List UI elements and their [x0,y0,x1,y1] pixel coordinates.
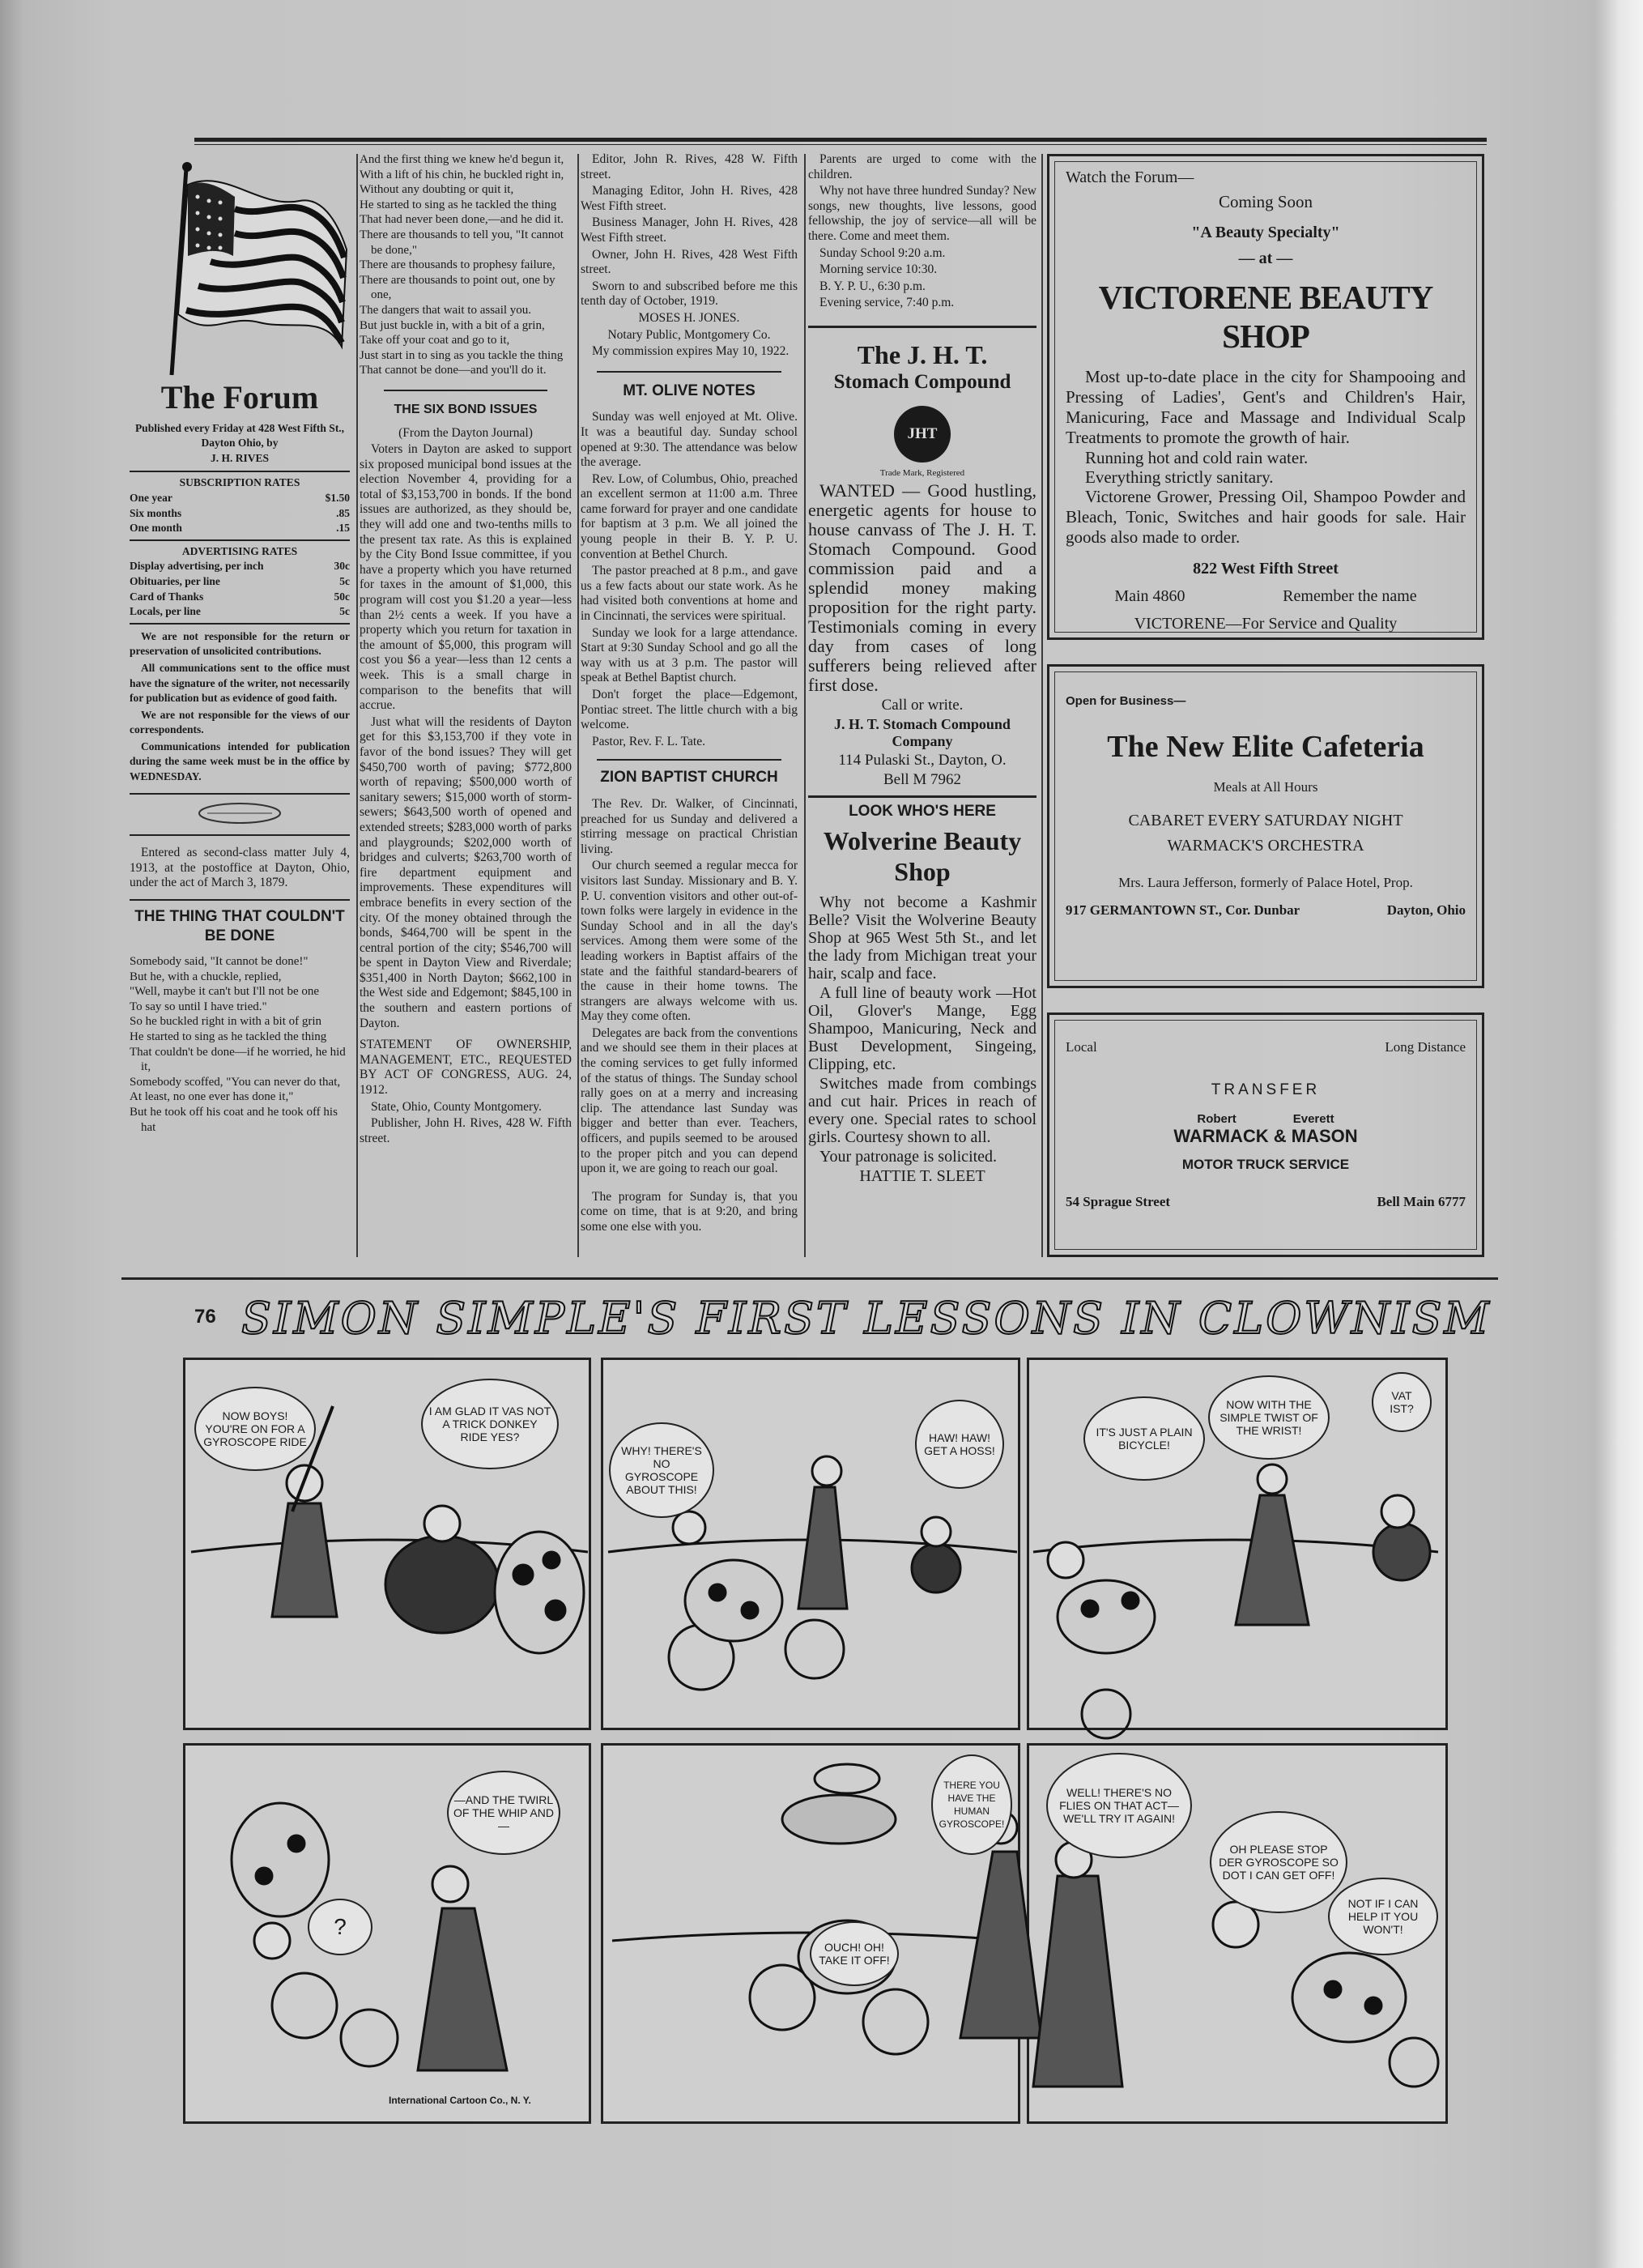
poem-line: That had never been done,—and he did it. [360,213,564,227]
union-label-icon [130,801,350,825]
speech-bubble: WELL! THERE'S NO FLIES ON THAT ACT— WE'LL TRY IT AGAIN! [1046,1753,1192,1858]
rate-row: Display advertising, per inch 30c [130,560,350,573]
poem-lines [130,954,350,1135]
olive-paragraph: Sunday we look for a large attendance. Start at 9:30 Sunday School and go all the way with us at 3 p.m. The pastor will speak at Bethel Baptist church. [581,625,798,685]
poem-line: At least, no one ever has done it," [130,1090,294,1104]
olive-paragraph: Rev. Low, of Columbus, Ohio, preached an excellent sermon at 11:00 a.m. Three came forward for prayer and one candidate for baptism at 3 p.m. We all joined the young people in their B. Y. P. U. convention at Bethel Church. [581,471,798,561]
top-rule-thin [194,144,1487,145]
poem-line: That cannot be done—and you'll do it. [360,364,547,377]
wolverine-paragraph: Why not become a Kashmir Belle? Visit the Wolverine Beauty Shop at 965 West 5th St., and let the lady from Michigan treat your hair, scalp and face. [808,893,1036,983]
speech-bubble: OUCH! OH! TAKE IT OFF! [810,1921,899,1986]
column-divider-1 [356,154,358,1257]
transfer-phone: Bell Main 6777 [1377,1194,1466,1209]
notice: All communications sent to the office must have the signature of the writer, not necessarily for publication but as evidence of good faith. [130,661,350,705]
victorene-phone: Main 4860 [1114,587,1185,605]
jht-title: The J. H. T. [857,339,988,369]
transfer-service: MOTOR TRUCK SERVICE [1181,1157,1350,1172]
poem-line: "Well, maybe it can't but I'll not be one [130,985,320,999]
cafeteria-ad [1047,664,1484,988]
poem-line: There are thousands to tell you, "It cannot be done," [360,228,564,257]
cafeteria-title: The New Elite Cafeteria [1107,730,1424,764]
speech-bubble: VAT IST? [1372,1372,1432,1432]
page-edge [1594,0,1643,2268]
bond-paragraph: Voters in Dayton are asked to support six proposed municipal bond issues at the election November 4, providing for a total of $3,153,700 in bonds. If the bond issues are authorized, as they should be, they will add one and two-tenths mills to the present tax rate. As this is explained by the City Bond Issue committee, if you have a property which you have returned for taxes in the amount of $1,000, this program will cost you $1.20 a year—less than 2½ cents a week. If you have a property which you return for taxation in the amount of $5,000, this program will cost you $6 a year—less than 12 cents a week. This is a small charge in comparison to the benefits that will accrue. [360,442,572,713]
statement-owner: Owner, John H. Rives, 428 West Fifth street. [581,247,798,277]
rate-row: Locals, per line 5c [130,605,350,618]
cafeteria-orchestra: WARMACK'S ORCHESTRA [1167,837,1364,855]
notary-name: MOSES H. JONES. [638,310,740,325]
transfer-long: Long Distance [1385,1039,1466,1055]
olive-title: MT. OLIVE NOTES [623,382,756,399]
jht-address: 114 Pulaski St., Dayton, O. [838,751,1007,769]
wolverine-title: Wolverine Beauty Shop [823,826,1022,887]
invite-paragraph: Why not have three hundred Sunday? New songs, new thoughts, live lessons, good fellowship, the joy of service—all will be there. Come and meet them. [808,184,1036,243]
comic-number: 76 [194,1306,216,1328]
comic-top-rule [121,1277,1498,1280]
jht-subtitle: Stomach Compound [833,370,1011,393]
masthead-column [130,152,350,1262]
comic-title: SIMON SIMPLE'S FIRST LESSONS IN CLOWNISM [241,1293,1492,1344]
rate-row: One year $1.50 [130,491,350,504]
cafeteria-address: 917 GERMANTOWN ST., Cor. Dunbar [1066,902,1300,918]
jht-logo-icon: JHT [894,406,951,463]
zion-paragraph: The program for Sunday is, that you come on time, that is at 9:20, and bring some one else with you. [581,1189,798,1234]
zion-paragraph: The Rev. Dr. Walker, of Cincinnati, preached for us Sunday and delivered a stirring message on practical Christian living. [581,796,798,856]
cafeteria-cabaret: CABARET EVERY SATURDAY NIGHT [1128,812,1403,829]
advertising-heading: ADVERTISING RATES [181,544,298,557]
cafeteria-city: Dayton, Ohio [1386,902,1466,918]
look-heading: LOOK WHO'S HERE [849,802,996,820]
poem-line: The dangers that wait to assail you. [360,303,532,317]
victorene-coming: Coming Soon [1218,192,1313,211]
subscription-heading: SUBSCRIPTION RATES [179,476,300,489]
rate-row: Obituaries, per line 5c [130,574,350,587]
poem-lines-continued [360,152,572,378]
victorene-specialty: "A Beauty Specialty" [1191,224,1340,241]
ads-column [808,152,1036,1262]
zion-paragraph: Our church seemed a regular mecca for visitors last Sunday. Missionary and B. Y. P. U. convention visitors and other out-of-town folks were largely in evidence in the Sunday School and in all the day's services. Among them were some of the leading workers in Baptist affairs of the state and the faithful standard-bearers of the cause in their home towns. The strangers are always welcome with us. May they come often. [581,859,798,1024]
olive-paragraph: Pastor, Rev. F. L. Tate. [592,734,705,748]
statement-business: Business Manager, John H. Rives, 428 West Fifth street. [581,215,798,245]
olive-paragraph: The pastor preached at 8 p.m., and gave us a few facts about our state work. As he had visited both conventions at home and in Cincinnati, the services were spiritual. [581,564,798,624]
poem-line: But just buckle in, with a bit of a grin, [360,318,545,332]
transfer-street: 54 Sprague Street [1066,1194,1171,1209]
parents-paragraph: Parents are urged to come with the children. [808,152,1036,181]
poem-line: So he buckled right in with a bit of grin [130,1015,322,1029]
victorene-watch: Watch the Forum— [1066,168,1194,186]
wolverine-paragraph: A full line of beauty work —Hot Oil, Glover's Mange, Egg Shampoo, Manicuring, Neck and Bust Development, Singeing, Clipping, etc. [808,984,1036,1074]
bond-paragraph: Just what will the residents of Dayton get for this $3,153,700 if they vote in favor of the bond issues? They will get $450,700 worth of paving; $772,800 worth of repaving; $500,000 worth of sanitary sewers; $15,000 worth of storm-sewers; $643,500 worth of opened and extended streets; $283,000 worth of parks and playgrounds; $202,000 worth of bridges and culverts; $263,700 worth of fire department equipment and improvements. These expenditures will embrace benefits in every section of the city. Of the money obtained through the bonds, $464,700 will be spent in the central portion of the city; $546,700 will be spent in Dayton View and Riverdale; $351,400 in North Dayton; $662,100 in the West side and Edgemont; $845,100 in the southern and eastern portions of Dayton. [360,714,572,1030]
statement-managing: Managing Editor, John H. Rives, 428 West Fifth street. [581,184,798,213]
poem-line: Without any doubting or quit it, [360,183,514,197]
poem-line: And the first thing we knew he'd begun it, [360,153,564,166]
notice: We are not responsible for the return or preservation of unsolicited contributions. [130,629,350,658]
statement-sworn: Sworn to and subscribed before me this tenth day of October, 1919. [581,279,798,309]
speech-bubble: OH PLEASE STOP DER GYROSCOPE SO DOT I CAN GET OFF! [1210,1811,1347,1913]
poem-line: With a lift of his chin, he buckled right in, [360,168,564,181]
zion-paragraph: Delegates are back from the conventions and we should see them in their places at the coming services to get fully informed of the status of things. The Sunday school rally goes on at a merry and increasing clip. The attendance last Sunday was bigger and better than ever. Teachers, officers, and pupils seemed to be aroused to the proper pitch and you can depend upon it, we are going to reach our goal. [581,1025,798,1176]
schedule-item: B. Y. P. U., 6:30 p.m. [819,279,926,293]
poem-line: That couldn't be done—if he worried, he hid it, [130,1045,346,1074]
transfer-robert: Robert [1197,1112,1237,1126]
notice: Communications intended for publication during the same week must be in the office by WEDNESDAY. [130,740,350,783]
schedule-item: Sunday School 9:20 a.m. [819,245,946,260]
poem-title: THE THING THAT COULDN'T BE DONE [134,908,345,945]
rate-row: One month .15 [130,522,350,535]
rate-row: Six months .85 [130,506,350,519]
victorene-sanitary: Everything strictly sanitary. [1085,467,1274,487]
statement-heading: STATEMENT OF OWNERSHIP, MANAGEMENT, ETC., REQUESTED BY ACT OF CONGRESS, AUG. 24, 1912. [360,1038,572,1098]
statement-publisher: Publisher, John H. Rives, 428 W. Fifth street. [360,1116,572,1145]
speech-bubble: NOW WITH THE SIMPLE TWIST OF THE WRIST! [1208,1375,1330,1460]
transfer-firm: WARMACK & MASON [1173,1126,1358,1146]
commission: My commission expires May 10, 1922. [592,344,790,359]
poem-line: There are thousands to prophesy failure, [360,258,555,272]
cafeteria-prop: Mrs. Laura Jefferson, formerly of Palace Hotel, Prop. [1118,875,1413,890]
rider-figure [385,1506,584,1653]
rate-row: Card of Thanks 50c [130,590,350,603]
statement-editor: Editor, John R. Rives, 428 W. Fifth street. [581,152,798,181]
bond-source: (From the Dayton Journal) [398,425,533,440]
victorene-remember: Remember the name [1283,587,1417,605]
poem-line: Just start in to sing as you tackle the thing [360,348,564,362]
notary: Notary Public, Montgomery Co. [607,327,771,342]
entered-notice: Entered as second-class matter July 4, 1913, at the postoffice at Dayton, Ohio, under the act of March 3, 1879. [130,846,350,890]
transfer-ad [1047,1013,1484,1257]
victorene-products: Victorene Grower, Pressing Oil, Shampoo Powder and Bleach, Tonic, Switches and hair goods for sale. Hair goods also made to order. [1066,487,1466,547]
comic-art [183,1358,1448,2124]
top-rule [194,138,1487,142]
poem-line: Somebody scoffed, "You can never do that, [130,1075,341,1089]
column-divider-2 [577,154,579,1257]
masthead-title: The Forum [160,378,319,416]
speech-bubble: ? [308,1899,372,1955]
transfer-title: TRANSFER [1211,1081,1321,1098]
bond-column [360,152,572,1262]
wolverine-paragraph: Switches made from combings and cut hair. Prices in reach of every one. Special rates to school girls. Courtesy shown to all. [808,1075,1036,1147]
statement-state: State, Ohio, County Montgomery. [371,1099,542,1114]
transfer-local: Local [1066,1039,1097,1055]
victorene-water: Running hot and cold rain water. [1085,448,1309,467]
olive-paragraph: Sunday was well enjoyed at Mt. Olive. It was a beautiful day. Sunday school opened at 9:30. The attendance was below the average. [581,410,798,470]
column-divider-3 [804,154,806,1257]
masthead-publisher: J. H. RIVES [210,451,269,464]
poem-line: There are thousands to point out, one by one, [360,273,555,302]
victorene-tagline: VICTORENE—For Service and Quality [1134,615,1398,633]
american-flag-icon [130,152,350,379]
jht-company: J. H. T. Stomach Compound Company [834,715,1011,749]
cafeteria-meals: Meals at All Hours [1213,779,1318,795]
speech-bubble: THERE YOU HAVE THE HUMAN GYROSCOPE! [931,1754,1012,1855]
poem-line: Take off your coat and go to it, [360,334,510,347]
schedule-item: Evening service, 7:40 p.m. [819,296,955,310]
speech-bubble: NOW BOYS! YOU'RE ON FOR A GYROSCOPE RIDE [194,1387,316,1471]
wanted-text: WANTED — Good hustling, energetic agents for house to house canvass of The J. H. T. Stomach Compound. Good commission paid and a splendid money making proposition for the right party. Testimonials coming in every day from cases of long sufferers being relieved after first dose. [808,480,1036,695]
trademark: Trade Mark, Registered [879,467,965,478]
poem-line: He started to sing as he tackled the thing [360,198,557,211]
victorene-at: — at — [1238,249,1293,267]
jht-phone: Bell M 7962 [883,770,962,788]
poem-line: Somebody said, "It cannot be done!" [130,955,309,969]
gyroscope-figure [1048,1464,1430,1738]
speech-bubble: I AM GLAD IT VAS NOT A TRICK DONKEY RIDE YES? [421,1379,559,1469]
speech-bubble: WHY! THERE'S NO GYROSCOPE ABOUT THIS! [609,1422,714,1518]
cafeteria-open: Open for Business— [1066,694,1186,708]
bond-title: THE SIX BOND ISSUES [394,402,538,416]
wolverine-signature: HATTIE T. SLEET [859,1167,985,1186]
victorene-ad [1047,154,1484,640]
schedule-item: Morning service 10:30. [819,262,938,277]
victorene-title: VICTORENE BEAUTY SHOP [1098,279,1433,355]
transfer-everett: Everett [1292,1112,1334,1126]
call-text: Call or write. [881,696,964,714]
poem-line: But he took off his coat and he took off his hat [130,1105,338,1134]
bicycle-figure [669,1456,960,1690]
poem-line: To say so until I have tried." [130,1000,267,1013]
speech-bubble: IT'S JUST A PLAIN BICYCLE! [1083,1396,1205,1481]
olive-paragraph: Don't forget the place—Edgemont, Pontiac street. The little church with a big welcome. [581,688,798,732]
victorene-address: 822 West Fifth Street [1193,560,1339,578]
speech-bubble: HAW! HAW! GET A HOSS! [915,1400,1004,1489]
victorene-body: Most up-to-date place in the city for Shampooing and Pressing of Ladies', Gent's and Children's Hair, Manicuring, Face and Massage and Individual Scalp Treatments to promote the growth of hair. [1066,367,1466,447]
speech-bubble: NOT IF I CAN HELP IT YOU WON'T! [1328,1878,1438,1955]
column-divider-4 [1041,154,1043,1257]
poem-line: But he, with a chuckle, replied, [130,970,282,983]
comic-credit: International Cartoon Co., N. Y. [389,2095,531,2106]
poem-line: He started to sing as he tackled the thing [130,1030,327,1043]
church-column [581,152,798,1262]
masthead-published: Published every Friday at 428 West Fifth St., Dayton Ohio, by [134,421,345,450]
speech-bubble: —AND THE TWIRL OF THE WHIP AND — [447,1771,560,1855]
notice: We are not responsible for the views of our correspondents. [130,708,350,736]
zion-title: ZION BAPTIST CHURCH [600,769,778,787]
wolverine-paragraph: Your patronage is solicited. [819,1148,998,1166]
